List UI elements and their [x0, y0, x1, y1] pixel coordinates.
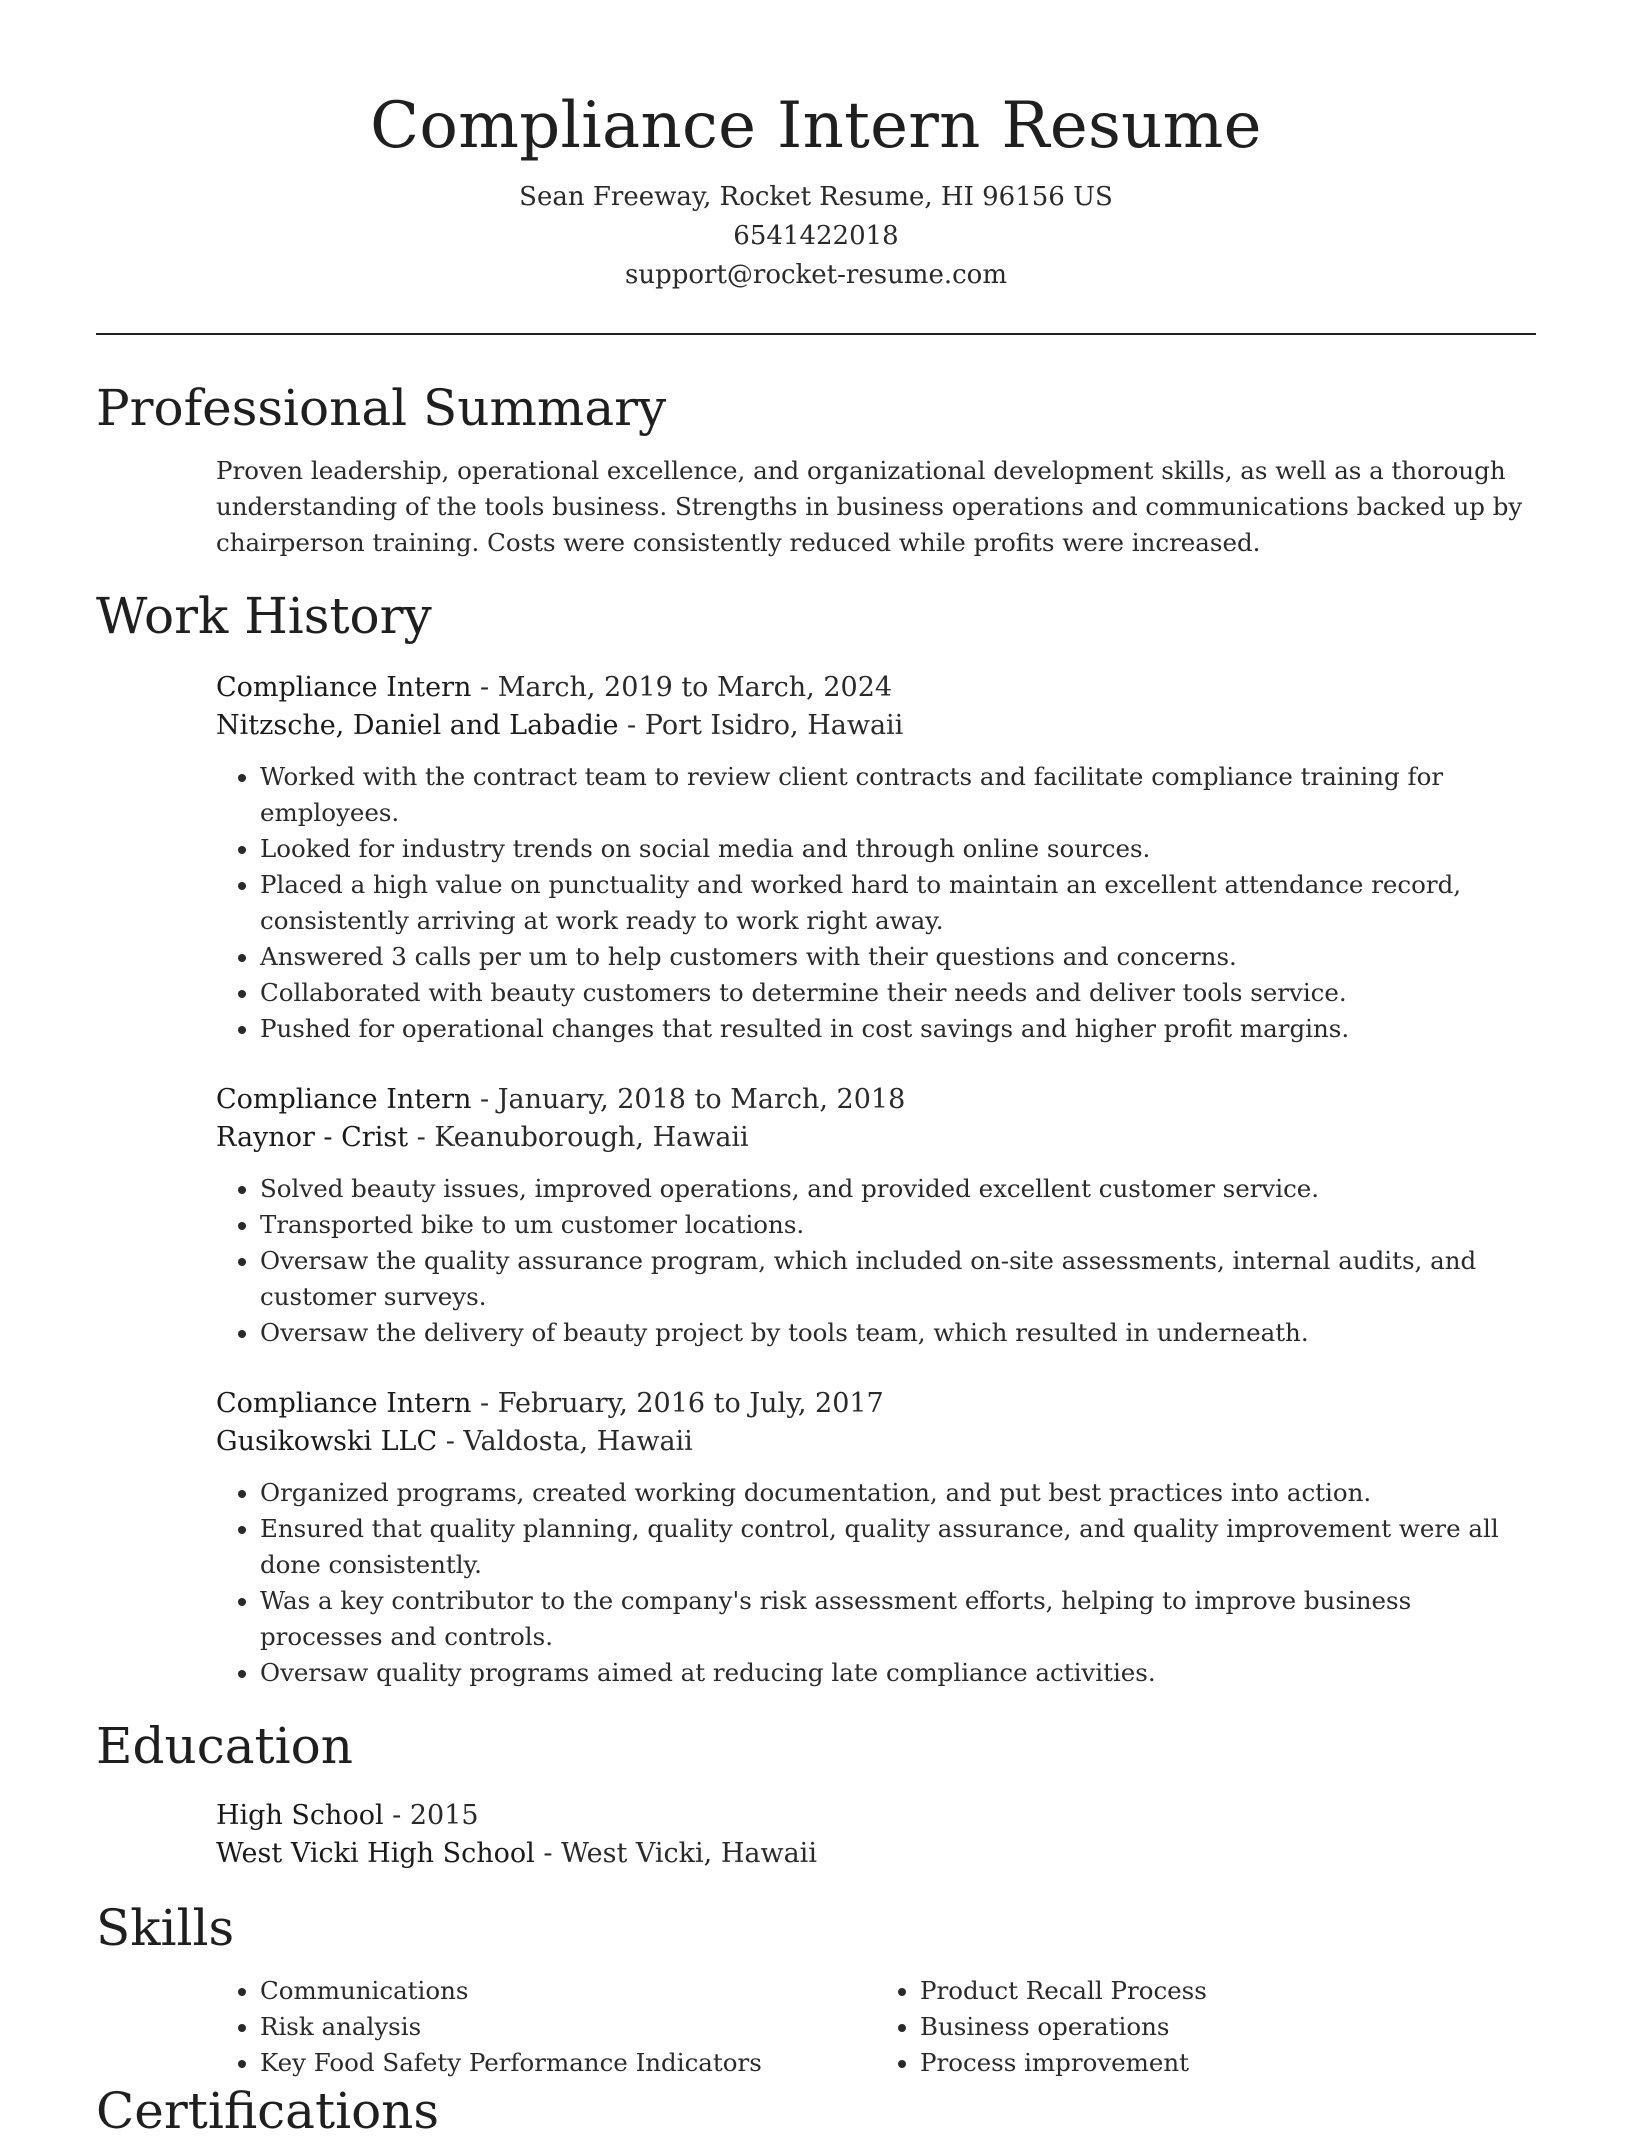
job-company: Gusikowski LLC: [216, 1426, 438, 1457]
list-item: • Oversaw the quality assurance program, which included on-site assessments, internal audits, and customer surveys.: [260, 1243, 1536, 1315]
list-item: • Communications: [260, 1973, 876, 2009]
list-item: • Transported bike to um customer locations.: [260, 1207, 1536, 1243]
job-bullets: [216, 759, 1536, 1047]
job-title: Compliance Intern: [216, 1084, 472, 1115]
education-location: - West Vicki, Hawaii: [534, 1838, 817, 1869]
job-location: - Keanuborough, Hawaii: [408, 1122, 749, 1153]
job-dates: - March, 2019 to March, 2024: [471, 672, 893, 703]
resume-header: [96, 0, 1536, 295]
contact-phone: 6541422018: [733, 221, 899, 251]
list-item: • Product Recall Process: [920, 1973, 1536, 2009]
list-item: • Organized programs, created working documentation, and put best practices into action.: [260, 1475, 1536, 1511]
summary-heading: Professional Summary: [96, 379, 667, 437]
job-dates: - January, 2018 to March, 2018: [471, 1084, 906, 1115]
header-divider: [96, 333, 1536, 335]
skills-grid: [216, 1973, 1536, 2081]
list-item: • Oversaw quality programs aimed at reducing late compliance activities.: [260, 1655, 1536, 1691]
contact-email: support@rocket-resume.com: [624, 260, 1007, 290]
education-heading: Education: [96, 1717, 353, 1775]
list-item: • Risk analysis: [260, 2009, 876, 2045]
job-bullets: [216, 1171, 1536, 1351]
list-item: • Oversaw the delivery of beauty project by tools team, which resulted in underneath.: [260, 1315, 1536, 1351]
education-section: [96, 1713, 1536, 1873]
summary-section: [96, 375, 1536, 561]
education-degree-line: [216, 1797, 1536, 1835]
list-item: • Placed a high value on punctuality and worked hard to maintain an excellent attendance record, consistently arriving at work ready to work right away.: [260, 867, 1536, 939]
skills-list-left: [216, 1973, 876, 2081]
education-year: - 2015: [383, 1800, 479, 1831]
job-title: Compliance Intern: [216, 672, 472, 703]
job-title: Compliance Intern: [216, 1388, 472, 1419]
list-item: • Ensured that quality planning, quality control, quality assurance, and quality improvement were all done consistently.: [260, 1511, 1536, 1583]
summary-text: Proven leadership, operational excellence, and organizational development skills, as well as a thorough understanding of the tools business. Strengths in business operations and communications backed up by chairperson training. Costs were consistently reduced while profits were increased.: [216, 456, 1523, 557]
job-company: Nitzsche, Daniel and Labadie: [216, 710, 619, 741]
list-item: • Key Food Safety Performance Indicators: [260, 2045, 876, 2081]
job-bullets: [216, 1475, 1536, 1691]
job-company-line: [216, 1119, 1536, 1157]
list-item: • Worked with the contract team to review client contracts and facilitate compliance training for employees.: [260, 759, 1536, 831]
certifications-heading: Certifications: [96, 2082, 440, 2140]
work-history-heading: Work History: [96, 587, 432, 645]
job-entry: [216, 1385, 1536, 1691]
job-entry: [216, 1081, 1536, 1351]
skills-list-right: [876, 1973, 1536, 2081]
list-item: • Pushed for operational changes that resulted in cost savings and higher profit margins.: [260, 1011, 1536, 1047]
job-title-line: [216, 1385, 1536, 1423]
contact-address: Sean Freeway, Rocket Resume, HI 96156 US: [519, 182, 1113, 212]
list-item: • Business operations: [920, 2009, 1536, 2045]
job-company-line: [216, 707, 1536, 745]
page-title: Compliance Intern Resume: [370, 89, 1262, 163]
skills-section: [96, 1895, 1536, 2081]
job-title-line: [216, 669, 1536, 707]
job-title-line: [216, 1081, 1536, 1119]
list-item: • Was a key contributor to the company's risk assessment efforts, helping to improve business processes and controls.: [260, 1583, 1536, 1655]
list-item: • Process improvement: [920, 2045, 1536, 2081]
education-entry: [216, 1797, 1536, 1873]
education-school: West Vicki High School: [216, 1838, 535, 1869]
job-location: - Port Isidro, Hawaii: [618, 710, 904, 741]
contact-block: [96, 178, 1536, 295]
list-item: • Solved beauty issues, improved operations, and provided excellent customer service.: [260, 1171, 1536, 1207]
job-company: Raynor - Crist: [216, 1122, 409, 1153]
list-item: • Answered 3 calls per um to help customers with their questions and concerns.: [260, 939, 1536, 975]
job-entry: [216, 669, 1536, 1047]
work-history-section: [96, 583, 1536, 1691]
list-item: • Looked for industry trends on social media and through online sources.: [260, 831, 1536, 867]
job-dates: - February, 2016 to July, 2017: [471, 1388, 884, 1419]
skills-heading: Skills: [96, 1899, 235, 1957]
education-school-line: [216, 1835, 1536, 1873]
job-location: - Valdosta, Hawaii: [437, 1426, 693, 1457]
job-company-line: [216, 1423, 1536, 1461]
resume-page: [96, 0, 1536, 2140]
list-item: • Collaborated with beauty customers to determine their needs and deliver tools service.: [260, 975, 1536, 1011]
education-degree: High School: [216, 1800, 384, 1831]
